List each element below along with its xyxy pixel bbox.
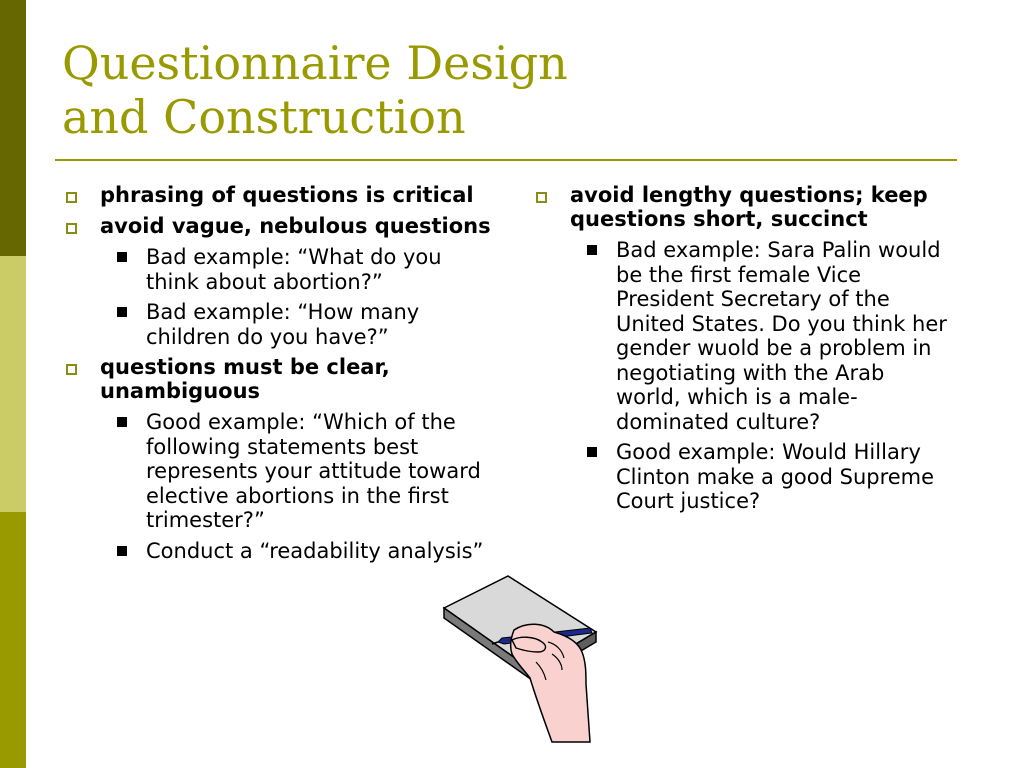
sub-bullet-item (533, 238, 953, 434)
sub-bullet-item (63, 245, 493, 294)
sub-bullet-item (63, 539, 493, 564)
filled-square-bullet-icon (587, 245, 597, 255)
sub-bullet-item (63, 410, 493, 533)
hollow-square-bullet-icon (536, 192, 547, 203)
filled-square-bullet-icon (587, 447, 597, 457)
bullet-item (63, 183, 493, 207)
sub-bullet-text: Good example: Would Hillary Clinton make a good Supreme Court justice? (616, 440, 935, 513)
filled-square-bullet-icon (117, 307, 127, 317)
bullet-text: avoid lengthy questions; keep questions short, succinct (570, 183, 928, 231)
hollow-square-bullet-icon (66, 192, 77, 203)
sub-bullet-text: Bad example: Sara Palin would be the first female Vice President Secretary of the United States. Do you think her gender wuold be a problem in negotiating with the Arab world, which is a male-dominated culture? (616, 238, 947, 434)
title-divider (55, 159, 957, 161)
sidebar-band-light (0, 256, 26, 512)
sub-bullet-text: Good example: “Which of the following statements best represents your attitude toward elective abortions in the first trimester?” (146, 410, 481, 532)
bullet-text: phrasing of questions is critical (100, 183, 474, 207)
bullet-item (63, 214, 493, 238)
right-column (533, 183, 953, 520)
sub-bullet-item (533, 440, 953, 514)
sidebar-band-mid (0, 512, 26, 768)
sub-bullet-item (63, 300, 493, 349)
bullet-text: questions must be clear, unambiguous (100, 355, 390, 403)
filled-square-bullet-icon (117, 546, 127, 556)
hand-writing-on-notepad-icon (440, 570, 610, 745)
bullet-text: avoid vague, nebulous questions (100, 214, 491, 238)
slide-title-line-1: Questionnaire Design (62, 36, 568, 90)
bullet-item (63, 355, 493, 403)
left-column (63, 183, 493, 569)
hollow-square-bullet-icon (66, 223, 77, 234)
sidebar-decoration (0, 0, 26, 768)
filled-square-bullet-icon (117, 417, 127, 427)
slide-title (62, 36, 962, 144)
sub-bullet-text: Bad example: “How many children do you have?” (146, 300, 420, 349)
sidebar-band-dark (0, 0, 26, 256)
bullet-item (533, 183, 953, 231)
hollow-square-bullet-icon (66, 364, 77, 375)
sub-bullet-text: Bad example: “What do you think about abortion?” (146, 245, 442, 294)
sub-bullet-text: Conduct a “readability analysis” (146, 538, 484, 563)
filled-square-bullet-icon (117, 252, 127, 262)
slide-title-line-2: and Construction (62, 90, 466, 144)
